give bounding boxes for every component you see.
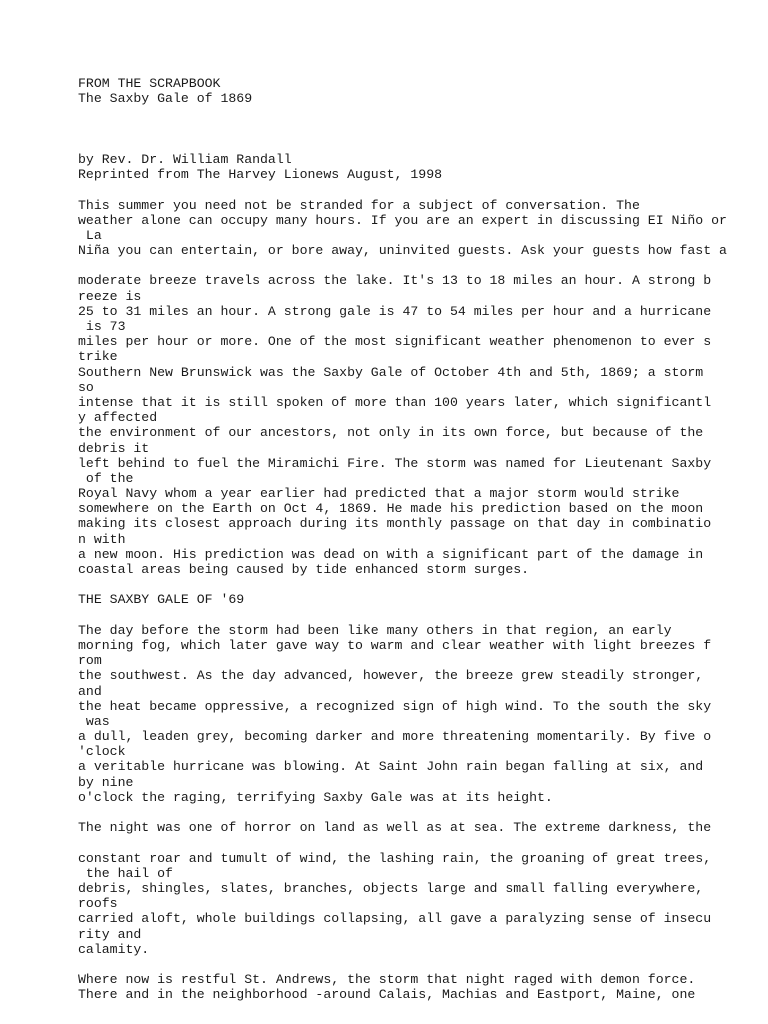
text-line: was [78,713,110,729]
text-line: left behind to fuel the Miramichi Fire. The storm was named for Lieutenant Saxby [78,455,712,471]
text-line: a veritable hurricane was blowing. At Saint John rain began falling at six, and [78,759,704,775]
text-line: o'clock the raging, terrifying Saxby Gale was at its height. [78,789,553,805]
text-line: Where now is restful St. Andrews, the storm that night raged with demon force. [78,972,696,988]
text-line: and [78,683,102,699]
text-line: moderate breeze travels across the lake. It's 13 to 18 miles an hour. A strong b [78,273,712,289]
text-line: a dull, leaden grey, becoming darker and more threatening momentarily. By five o [78,729,712,745]
text-line: Niña you can entertain, or bore away, uninvited guests. Ask your guests how fast a [78,243,727,259]
text-line: debris it [78,440,150,456]
text-line: the environment of our ancestors, not only in its own force, but because of the [78,425,704,441]
text-line: n with [78,531,126,547]
text-line: miles per hour or more. One of the most significant weather phenomenon to ever s [78,334,712,350]
text-line: intense that it is still spoken of more than 100 years later, which significantl [78,394,712,410]
text-line: 'clock [78,744,126,760]
text-line: The day before the storm had been like many others in that region, an early [78,622,672,638]
text-line: This summer you need not be stranded for a subject of conversation. The [78,197,640,213]
text-line: weather alone can occupy many hours. If you are an expert in discussing EI Niño or [78,212,727,228]
scrapbook-label: FROM THE SCRAPBOOK [78,76,221,91]
text-line: constant roar and tumult of wind, the lashing rain, the groaning of great trees, [78,850,712,866]
text-line: y affected [78,410,158,426]
spacer [78,122,758,137]
text-line: trike [78,349,118,365]
text-line: Southern New Brunswick was the Saxby Gale of October 4th and 5th, 1869; a storm [78,364,704,380]
text-line: coastal areas being caused by tide enhanced storm surges. [78,562,530,577]
text-line: calamity. [78,941,150,957]
text-line [78,835,758,850]
article-title: The Saxby Gale of 1869 [78,91,253,107]
text-line: so [78,379,94,395]
paragraph-gap [78,805,758,820]
spacer [78,182,758,197]
text-line: the southwest. As the day advanced, however, the breeze grew steadily stronger, [78,668,704,684]
text-line: the hail of [78,865,173,881]
text-line: rom [78,653,102,669]
source-note: Reprinted from The Harvey Lionews August, 1998 [78,167,443,183]
text-line: Royal Navy whom a year earlier had predicted that a major storm would strike [78,486,680,502]
text-line: rity and [78,926,142,942]
text-line: 25 to 31 miles an hour. A strong gale is 47 to 54 miles per hour and a hurricane [78,303,712,319]
text-line: of the [78,470,134,486]
text-line [78,258,758,273]
paragraph-gap [78,608,758,623]
spacer [78,106,758,121]
text-line: The night was one of horror on land as well as at sea. The extreme darkness, the [78,820,712,836]
text-line: a new moon. His prediction was dead on with a significant part of the damage in [78,546,704,562]
paragraph-gap [78,577,758,592]
spacer [78,137,758,152]
section-heading: THE SAXBY GALE OF '69 [78,592,245,608]
text-line: making its closest approach during its monthly passage on that day in combinatio [78,516,712,532]
text-line: roofs [78,896,118,912]
text-line: morning fog, which later gave way to warm and clear weather with light breezes f [78,637,712,653]
text-line: somewhere on the Earth on Oct 4, 1869. He made his prediction based on the moon [78,501,704,517]
text-line: carried aloft, whole buildings collapsing, all gave a paralyzing sense of insecu [78,911,712,927]
text-line: by nine [78,774,134,790]
text-line: La [78,227,102,243]
text-line: There and in the neighborhood -around Calais, Machias and Eastport, Maine, one [78,987,696,1003]
article-body [78,198,758,1003]
paragraph-gap [78,957,758,972]
author-byline: by Rev. Dr. William Randall [78,151,292,167]
text-line: debris, shingles, slates, branches, objects large and small falling everywhere, [78,880,704,896]
text-line: reeze is [78,288,142,304]
text-line: the heat became oppressive, a recognized sign of high wind. To the south the sky [78,698,712,714]
text-line: is 73 [78,319,126,334]
document-page [78,76,758,1002]
